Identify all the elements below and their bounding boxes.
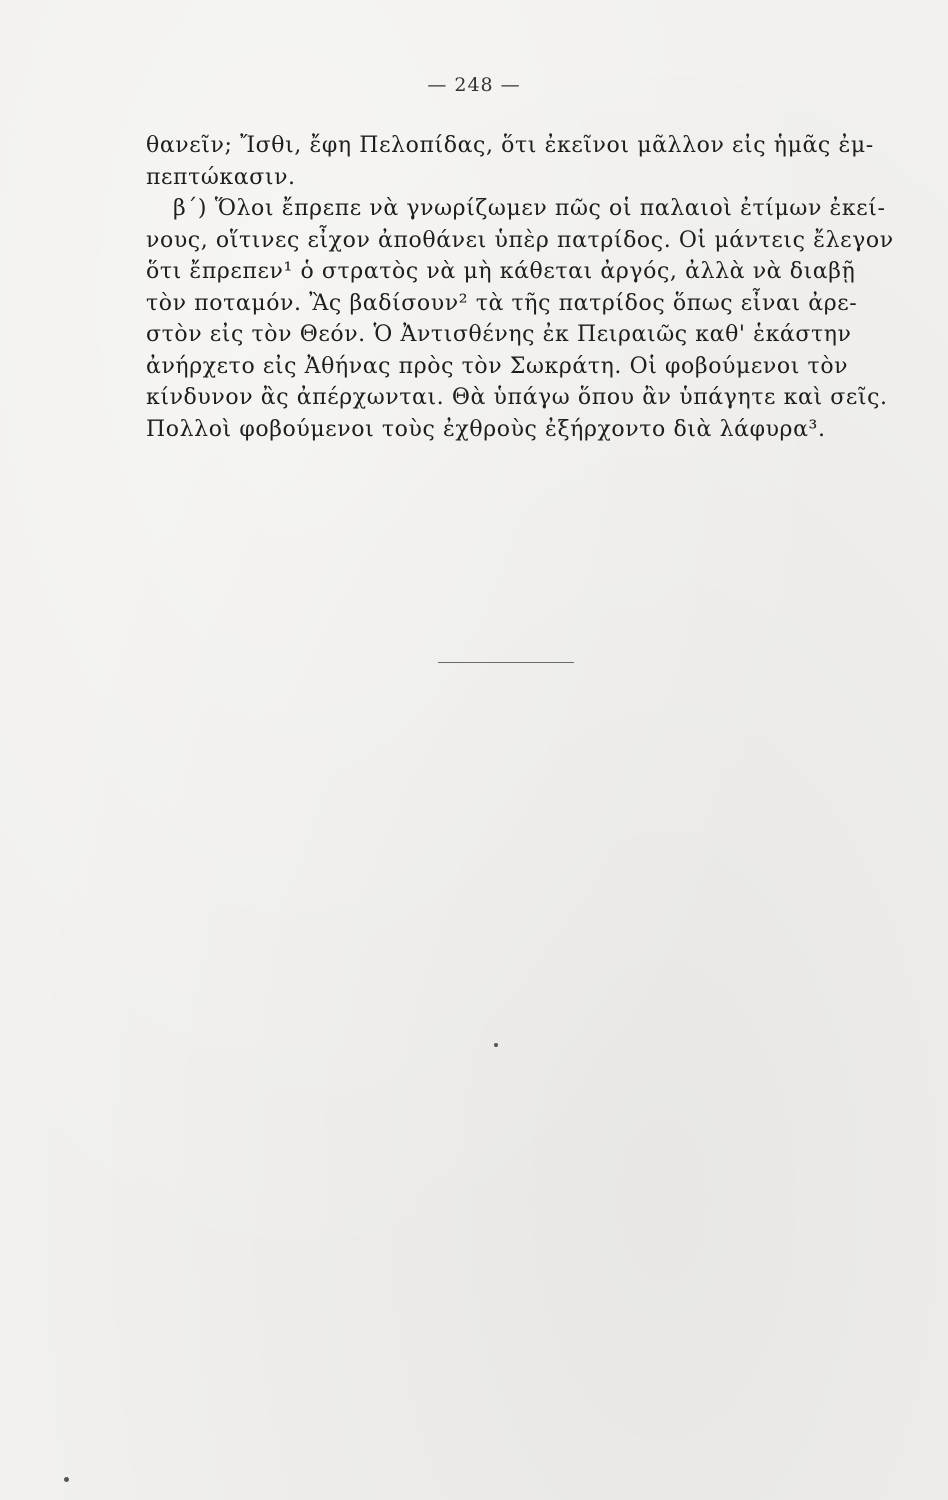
text-line: ὅτι ἔπρεπεν¹ ὁ στρατὸς νὰ μὴ κάθεται ἀργός, ἀλλὰ νὰ διαβῇ bbox=[146, 259, 856, 284]
ink-speck bbox=[494, 1043, 498, 1047]
text-line: πεπτώκασιν. bbox=[146, 164, 296, 190]
body-text bbox=[146, 130, 896, 445]
text-line: Πολλοὶ φοβούμενοι τοὺς ἐχθροὺς ἐξήρχοντο διὰ λάφυρα³. bbox=[146, 416, 826, 442]
text-line: β΄) Ὅλοι ἔπρεπε νὰ γνωρίζωμεν πῶς οἱ παλαιοὶ ἐτίμων ἐκεί- bbox=[173, 196, 886, 221]
ink-speck bbox=[64, 1477, 69, 1482]
page-number: — 248 — bbox=[427, 74, 521, 96]
text-line: κίνδυνον ἂς ἀπέρχωνται. Θὰ ὑπάγω ὅπου ἂν ὑπάγητε καὶ σεῖς. bbox=[146, 385, 888, 410]
text-line: ἀνήρχετο εἰς Ἀθήνας πρὸς τὸν Σωκράτη. Οἱ φοβούμενοι τὸν bbox=[146, 353, 849, 379]
text-line: στὸν εἰς τὸν Θεόν. Ὁ Ἀντισθένης ἐκ Πειραιῶς καθ' ἑκάστην bbox=[146, 322, 852, 347]
section-divider bbox=[438, 662, 574, 663]
text-line: τὸν ποταμόν. Ἂς βαδίσουν² τὰ τῆς πατρίδος ὅπως εἶναι ἀρε- bbox=[146, 290, 858, 316]
text-line: θανεῖν; Ἴσθι, ἔφη Πελοπίδας, ὅτι ἐκεῖνοι μᾶλλον εἰς ἡμᾶς ἐμ- bbox=[146, 133, 874, 158]
text-line: νους, οἵτινες εἶχον ἀποθάνει ὑπὲρ πατρίδος. Οἱ μάντεις ἔλεγον bbox=[146, 227, 894, 253]
